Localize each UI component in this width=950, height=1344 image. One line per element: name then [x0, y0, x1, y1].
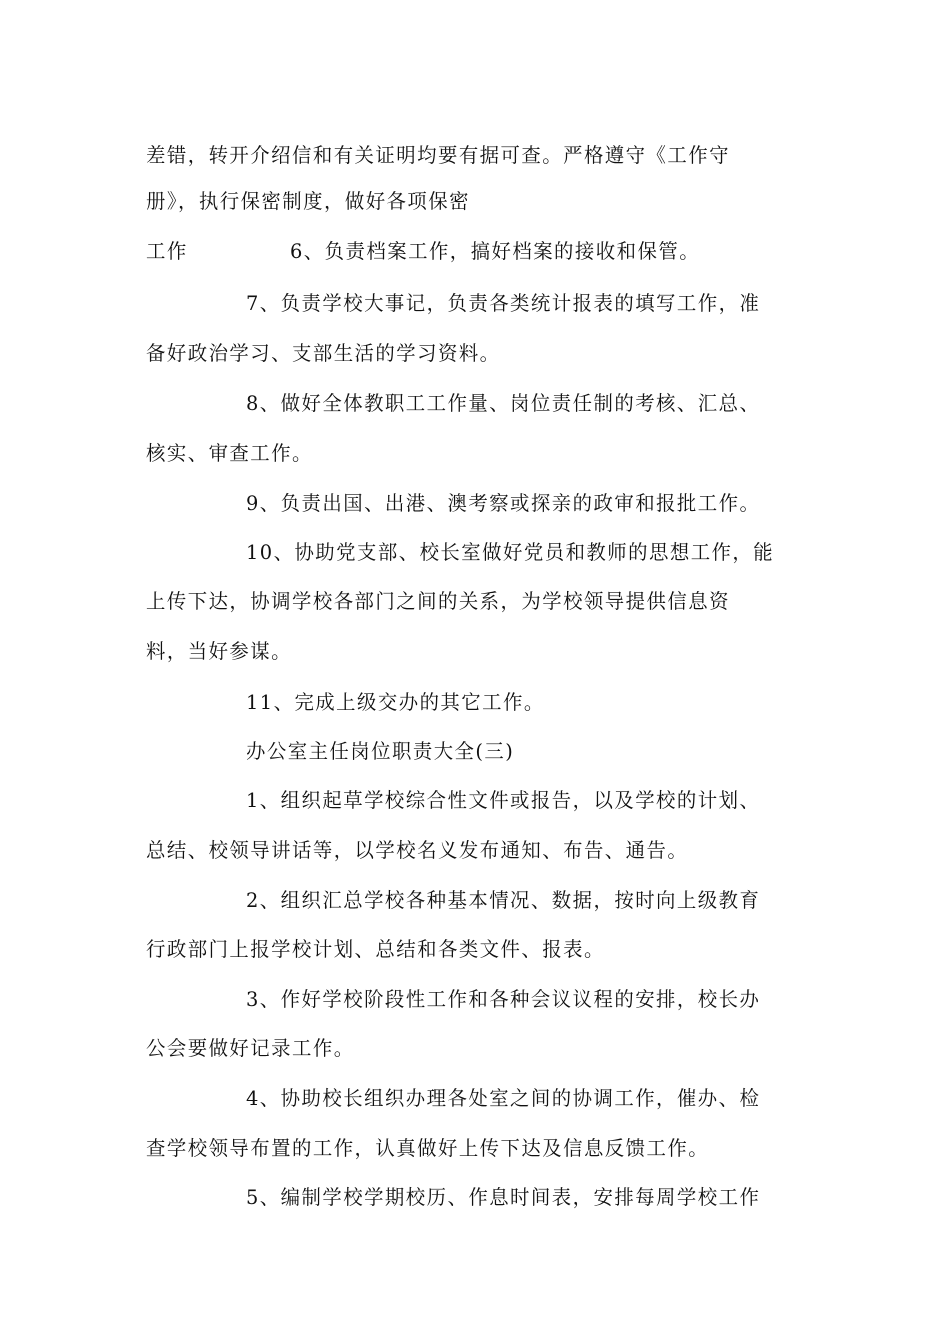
text-line: 7、负责学校大事记，负责各类统计报表的填写工作，准: [246, 291, 761, 315]
text-line: 册》，执行保密制度，做好各项保密: [146, 189, 470, 213]
text-line: 查学校领导布置的工作，认真做好上传下达及信息反馈工作。: [146, 1136, 710, 1160]
text-line: 总结、校领导讲话等，以学校名义发布通知、布告、通告。: [146, 838, 689, 862]
text-line: 2、组织汇总学校各种基本情况、数据，按时向上级教育: [246, 888, 761, 912]
section-heading: 办公室主任岗位职责大全(三): [246, 739, 515, 763]
text-line: 行政部门上报学校计划、总结和各类文件、报表。: [146, 937, 605, 961]
text-line: 3、作好学校阶段性工作和各种会议议程的安排，校长办: [246, 987, 761, 1011]
text-line: 4、协助校长组织办理各处室之间的协调工作，催办、检: [246, 1086, 761, 1110]
text-line: 料，当好参谋。: [146, 639, 292, 663]
text-line: 差错，转开介绍信和有关证明均要有据可查。严格遵守《工作守: [146, 143, 730, 167]
text-line: 上传下达，协调学校各部门之间的关系，为学校领导提供信息资: [146, 589, 730, 613]
text-line: 1、组织起草学校综合性文件或报告，以及学校的计划、: [246, 788, 761, 812]
text-line: 5、编制学校学期校历、作息时间表，安排每周学校工作: [246, 1185, 761, 1209]
text-line: 6、负责档案工作，搞好档案的接收和保管。: [290, 239, 701, 263]
text-line: 10、协助党支部、校长室做好党员和教师的思想工作，能: [246, 540, 775, 564]
text-line: 核实、审查工作。: [146, 441, 313, 465]
text-line: 8、做好全体教职工工作量、岗位责任制的考核、汇总、: [246, 391, 761, 415]
text-line: 公会要做好记录工作。: [146, 1036, 355, 1060]
text-line: 9、负责出国、出港、澳考察或探亲的政审和报批工作。: [246, 491, 761, 515]
text-line: 工作: [146, 239, 188, 263]
text-line: 备好政治学习、支部生活的学习资料。: [146, 341, 501, 365]
text-line: 11、完成上级交办的其它工作。: [246, 690, 545, 714]
